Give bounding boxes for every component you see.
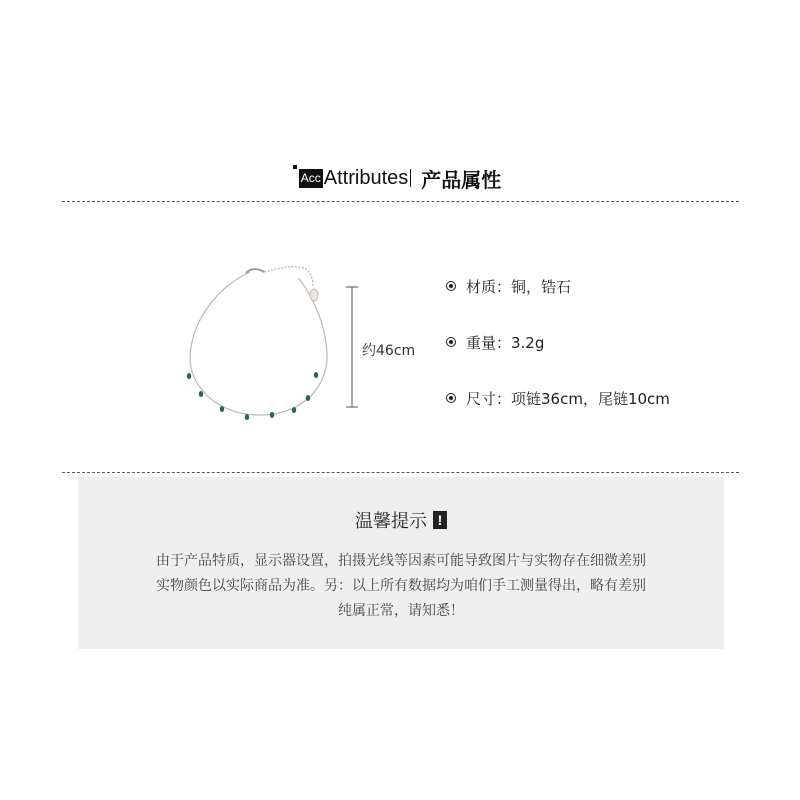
notice-line: 纯属正常，请知悉！ bbox=[338, 603, 464, 619]
stone bbox=[270, 412, 274, 418]
bullet-icon bbox=[446, 337, 456, 347]
notice-panel bbox=[78, 477, 724, 649]
notice-title bbox=[78, 507, 724, 533]
title-english: Attributes bbox=[323, 166, 409, 189]
acc-badge: Acc bbox=[299, 169, 323, 188]
length-label: 约46cm bbox=[362, 343, 416, 359]
stone bbox=[187, 373, 191, 379]
necklace-image bbox=[180, 250, 340, 450]
spec-size bbox=[446, 387, 670, 409]
notice-title-text: 温馨提示 bbox=[355, 511, 427, 532]
bullet-icon bbox=[446, 393, 456, 403]
spec-weight bbox=[446, 331, 670, 353]
stone bbox=[199, 391, 203, 397]
top-divider bbox=[62, 201, 739, 202]
notice-body bbox=[78, 549, 724, 624]
section-header bbox=[0, 160, 800, 196]
bullet-icon bbox=[446, 281, 456, 291]
necklace-tag bbox=[310, 289, 318, 301]
stone bbox=[220, 406, 224, 412]
stone bbox=[314, 372, 318, 378]
notice-line: 实物颜色以实际商品为准。另：以上所有数据均为咱们手工测量得出，略有差别 bbox=[156, 578, 646, 594]
title-separator bbox=[410, 169, 411, 187]
necklace-stones bbox=[187, 372, 318, 420]
corner-dot-icon bbox=[293, 165, 297, 169]
stone bbox=[245, 414, 249, 420]
necklace-chain bbox=[190, 272, 327, 415]
spec-material bbox=[446, 275, 670, 297]
spec-text: 尺寸：项链36cm，尾链10cm bbox=[466, 389, 670, 408]
stone bbox=[306, 395, 310, 401]
length-measure-indicator bbox=[340, 286, 364, 408]
exclamation-icon: ! bbox=[433, 511, 447, 529]
spec-list bbox=[446, 275, 670, 443]
middle-divider bbox=[62, 472, 739, 473]
stone bbox=[292, 407, 296, 413]
spec-text: 材质：铜，锆石 bbox=[466, 277, 572, 296]
necklace-extension-chain bbox=[264, 267, 313, 286]
spec-text: 重量：3.2g bbox=[466, 333, 545, 352]
title-chinese: 产品属性 bbox=[421, 167, 502, 192]
notice-line: 由于产品特质，显示器设置，拍摄光线等因素可能导致图片与实物存在细微差别 bbox=[156, 553, 646, 569]
section-header-content bbox=[299, 164, 502, 193]
